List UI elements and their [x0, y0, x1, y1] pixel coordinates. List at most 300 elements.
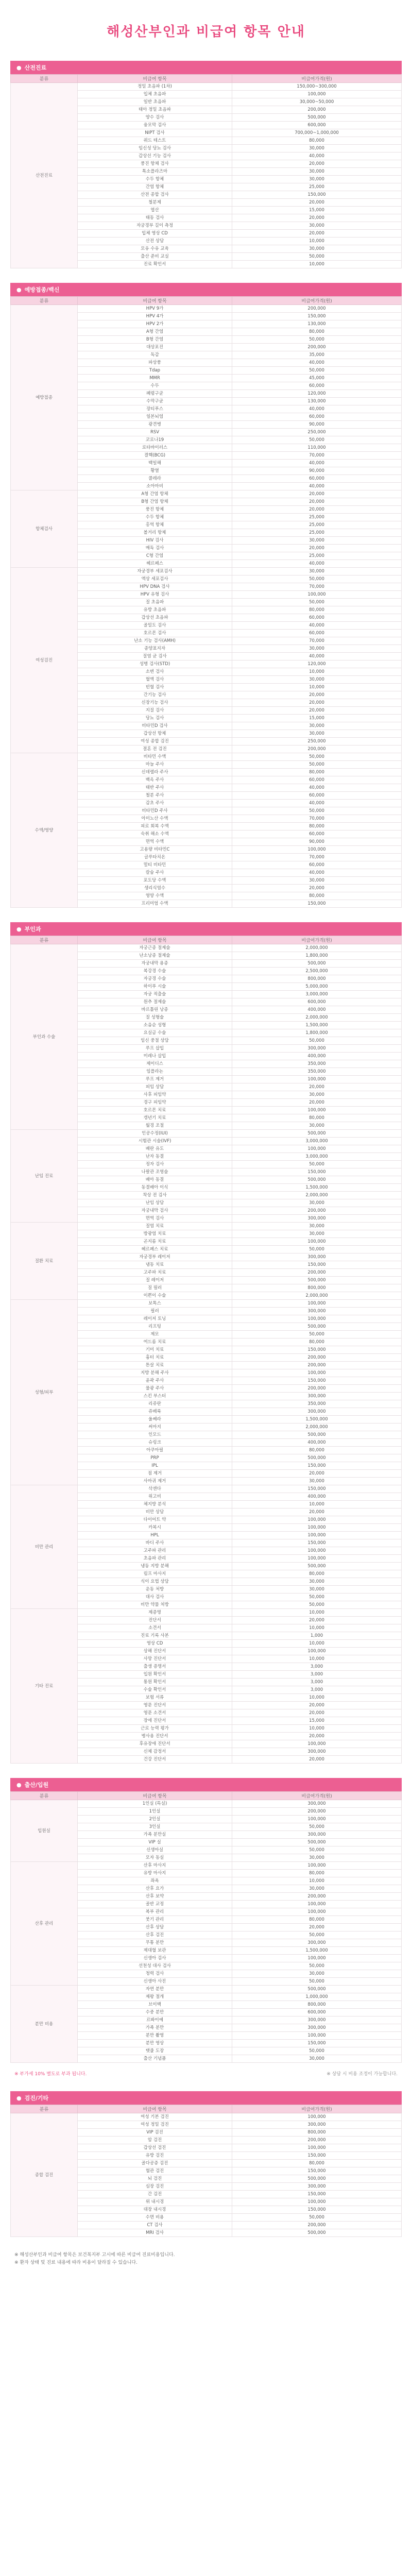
item-name-cell: 톡소플라즈마 — [78, 168, 232, 176]
item-name-cell: 프리미엄 수액 — [78, 900, 232, 908]
item-name-cell: 난자 동결 — [78, 1153, 232, 1161]
item-price-cell: 3,000,000 — [232, 1138, 402, 1145]
item-price-cell: 30,000 — [232, 1854, 402, 1862]
item-name-cell: 1인실 (특실) — [78, 1800, 232, 1808]
item-price-cell: 100,000 — [232, 1076, 402, 1083]
item-price-cell: 50,000 — [232, 1978, 402, 1986]
item-name-cell: 질 성형술 — [78, 1014, 232, 1022]
item-name-cell: 모유 수유 교육 — [78, 245, 232, 253]
price-section — [10, 922, 402, 1764]
table-row — [11, 753, 402, 761]
item-name-cell: 출산 기념품 — [78, 2055, 232, 2063]
item-price-cell: 300,000 — [232, 1939, 402, 1947]
item-price-cell: 60,000 — [232, 630, 402, 637]
item-price-cell: 100,000 — [232, 2113, 402, 2121]
bullet-icon: ● — [16, 286, 22, 293]
item-price-cell: 30,000 — [232, 1091, 402, 1099]
item-name-cell: 가족 분만실 — [78, 1831, 232, 1839]
item-price-cell: 300,000 — [232, 2016, 402, 2024]
item-name-cell: 포도당 수액 — [78, 877, 232, 885]
item-name-cell: 출산 준비 교실 — [78, 253, 232, 261]
item-price-cell: 45,000 — [232, 375, 402, 382]
item-name-cell: 루프 삽입 — [78, 1045, 232, 1053]
item-name-cell: 자궁경부 길이 측정 — [78, 222, 232, 230]
item-price-cell: 200,000 — [232, 1385, 402, 1393]
item-name-cell: 임신성 당뇨 검사 — [78, 145, 232, 152]
item-name-cell: 보톡스 — [78, 1300, 232, 1308]
item-name-cell: 태동 검사 — [78, 214, 232, 222]
item-price-cell: 30,000 — [232, 176, 402, 183]
item-name-cell: 입체 초음파 — [78, 91, 232, 98]
item-price-cell: 300,000 — [232, 2121, 402, 2129]
item-name-cell: 칼슘 주사 — [78, 869, 232, 877]
item-name-cell: 당뇨 검사 — [78, 715, 232, 722]
item-price-cell: 3,000 — [232, 1679, 402, 1686]
item-name-cell: 자궁근종 절제술 — [78, 944, 232, 952]
item-price-cell: 10,000 — [232, 238, 402, 245]
item-name-cell: 철분제 — [78, 199, 232, 207]
item-name-cell: HIV 검사 — [78, 537, 232, 545]
item-price-cell: 800,000 — [232, 975, 402, 983]
category-cell: 질환 치료 — [11, 1223, 78, 1300]
item-name-cell: 풍진 항체 — [78, 506, 232, 514]
item-price-cell: 30,000 — [232, 568, 402, 575]
item-price-cell: 50,000 — [232, 2047, 402, 2055]
item-price-cell: 10,000 — [232, 1877, 402, 1885]
item-name-cell: 삭센다 — [78, 1485, 232, 1493]
item-price-cell: 80,000 — [232, 892, 402, 900]
item-name-cell: MRI 검사 — [78, 2229, 232, 2237]
item-name-cell: 소변 검사 — [78, 668, 232, 676]
column-header: 분류 — [11, 936, 78, 944]
item-price-cell: 50,000 — [232, 367, 402, 375]
item-price-cell: 1,500,000 — [232, 1416, 402, 1423]
table-row — [11, 490, 402, 498]
section-title-bar — [10, 283, 402, 296]
category-cell: 기타 진료 — [11, 1609, 78, 1764]
item-price-cell: 70,000 — [232, 637, 402, 645]
item-name-cell: 울쎄라 — [78, 1416, 232, 1423]
item-name-cell: 위 내시경 — [78, 2198, 232, 2206]
item-price-cell: 20,000 — [232, 230, 402, 238]
item-price-cell: 200,000 — [232, 1893, 402, 1901]
item-price-cell: 20,000 — [232, 506, 402, 514]
item-price-cell: 30,000 — [232, 2055, 402, 2063]
item-price-cell: 300,000 — [232, 1748, 402, 1756]
item-name-cell: 자궁경부 세포검사 — [78, 568, 232, 575]
item-price-cell: 50,000 — [232, 1594, 402, 1601]
item-price-cell: 25,000 — [232, 514, 402, 521]
item-price-cell: 90,000 — [232, 467, 402, 475]
item-name-cell: 고용량 비타민C — [78, 846, 232, 854]
section-title: 예방접종/백신 — [24, 286, 60, 293]
item-name-cell: 제이디스 — [78, 1060, 232, 1068]
table-row — [11, 2113, 402, 2121]
item-price-cell: 30,000 — [232, 1230, 402, 1238]
item-price-cell: 1,500,000 — [232, 1184, 402, 1192]
item-name-cell: 슈링크 — [78, 1439, 232, 1447]
item-price-cell: 80,000 — [232, 823, 402, 831]
item-name-cell: 혈액 검사 — [78, 676, 232, 684]
item-price-cell: 1,000 — [232, 1632, 402, 1640]
item-price-cell: 500,000 — [232, 1454, 402, 1462]
item-name-cell: 영양 수액 — [78, 892, 232, 900]
item-name-cell: 윤곽 주사 — [78, 1377, 232, 1385]
item-price-cell: 60,000 — [232, 614, 402, 622]
item-price-cell: 100,000 — [232, 1555, 402, 1563]
item-name-cell: 갱년기 치료 — [78, 1114, 232, 1122]
column-header: 비급여가격(원) — [232, 297, 402, 305]
vat-note-row — [10, 2063, 402, 2077]
item-name-cell: 질염 균 검사 — [78, 653, 232, 660]
item-price-cell: 200,000 — [232, 1207, 402, 1215]
item-name-cell: 간기능 검사 — [78, 691, 232, 699]
item-name-cell: 갑상선 기능 검사 — [78, 152, 232, 160]
item-price-cell: 150,000 — [232, 1462, 402, 1470]
item-name-cell: 혈관 검진 — [78, 2167, 232, 2175]
item-price-cell: 500,000 — [232, 1277, 402, 1284]
sections-container — [0, 61, 412, 2237]
item-price-cell: 300,000 — [232, 1831, 402, 1839]
item-price-cell: 70,000 — [232, 815, 402, 823]
item-name-cell: 쥬베룩 — [78, 1408, 232, 1416]
item-name-cell: HPV 2가 — [78, 320, 232, 328]
item-name-cell: 청력 검사 — [78, 1970, 232, 1978]
item-name-cell: 미레나 삽입 — [78, 1053, 232, 1060]
item-name-cell: 나팔관 조영술 — [78, 1168, 232, 1176]
item-name-cell: 진단서 — [78, 1617, 232, 1624]
item-price-cell: 40,000 — [232, 152, 402, 160]
item-price-cell: 500,000 — [232, 1431, 402, 1439]
item-name-cell: 면역 검사 — [78, 1215, 232, 1223]
item-name-cell: 르봐이예 — [78, 2016, 232, 2024]
item-price-cell: 500,000 — [232, 1839, 402, 1846]
item-name-cell: 기미 치료 — [78, 1346, 232, 1354]
item-price-cell: 200,000 — [232, 1808, 402, 1816]
section-title-bar — [10, 1778, 402, 1791]
item-price-cell: 400,000 — [232, 1439, 402, 1447]
item-name-cell: HPV 4가 — [78, 313, 232, 320]
item-name-cell: 보험 서류 — [78, 1694, 232, 1702]
item-name-cell: 태반 주사 — [78, 784, 232, 792]
item-name-cell: 질 레이저 — [78, 1277, 232, 1284]
item-price-cell: 500,000 — [232, 2175, 402, 2183]
item-price-cell: 500,000 — [232, 1986, 402, 1993]
item-price-cell: 3,000,000 — [232, 991, 402, 998]
item-price-cell: 150,000 — [232, 1168, 402, 1176]
item-price-cell: 10,000 — [232, 1640, 402, 1648]
item-price-cell: 300,000 — [232, 2024, 402, 2032]
item-name-cell: 경구 피임약 — [78, 1099, 232, 1107]
table-row — [11, 1986, 402, 1993]
item-price-cell: 20,000 — [232, 1756, 402, 1764]
bullet-icon: ● — [16, 925, 22, 933]
item-price-cell: 100,000 — [232, 1532, 402, 1539]
item-price-cell: 350,000 — [232, 1068, 402, 1076]
item-name-cell: 카복시 — [78, 1524, 232, 1532]
item-name-cell: 융모막 검사 — [78, 122, 232, 129]
item-price-cell: 20,000 — [232, 214, 402, 222]
column-header: 비급여 항목 — [78, 936, 232, 944]
item-name-cell: HPV 유형 검사 — [78, 591, 232, 599]
item-price-cell: 80,000 — [232, 2160, 402, 2167]
item-price-cell: 2,500,000 — [232, 968, 402, 975]
item-price-cell: 100,000 — [232, 1300, 402, 1308]
item-price-cell: 150,000~300,000 — [232, 83, 402, 91]
item-price-cell: 30,000 — [232, 877, 402, 885]
section-title: 검진/기타 — [24, 2095, 49, 2102]
table-row — [11, 1130, 402, 1138]
item-name-cell: 생리식염수 — [78, 885, 232, 892]
item-price-cell: 300,000 — [232, 1215, 402, 1223]
item-price-cell: 80,000 — [232, 1570, 402, 1578]
consult-note: ※ 상담 시 비용 조정이 가능합니다. — [327, 2072, 398, 2077]
item-price-cell: 50,000 — [232, 1246, 402, 1253]
item-name-cell: 붓기 관리 — [78, 1916, 232, 1924]
item-name-cell: 황열 — [78, 467, 232, 475]
item-price-cell: 10,000 — [232, 1655, 402, 1663]
category-cell: 비만 관리 — [11, 1485, 78, 1609]
item-price-cell: 350,000 — [232, 1060, 402, 1068]
table-row — [11, 568, 402, 575]
item-name-cell: 쿼드 테스트 — [78, 137, 232, 145]
item-price-cell: 90,000 — [232, 838, 402, 846]
item-price-cell: 50,000 — [232, 2214, 402, 2222]
item-name-cell: 자궁내막 검사 — [78, 1207, 232, 1215]
item-name-cell: IPL — [78, 1462, 232, 1470]
item-name-cell: 배아 동결 — [78, 1176, 232, 1184]
item-name-cell: 비타민 수액 — [78, 753, 232, 761]
item-name-cell: 장애 진단서 — [78, 1717, 232, 1725]
footnotes — [0, 2251, 412, 2267]
item-price-cell: 60,000 — [232, 792, 402, 800]
item-price-cell: 130,000 — [232, 320, 402, 328]
price-table — [10, 936, 402, 1764]
item-name-cell: 산후 상담 — [78, 1924, 232, 1931]
category-cell: 입원실 — [11, 1800, 78, 1862]
item-price-cell: 30,000 — [232, 1478, 402, 1485]
column-header: 비급여 항목 — [78, 1792, 232, 1800]
item-price-cell: 20,000 — [232, 1617, 402, 1624]
item-name-cell: 감초 주사 — [78, 800, 232, 807]
item-price-cell: 500,000 — [232, 114, 402, 122]
item-price-cell: 100,000 — [232, 1816, 402, 1823]
item-price-cell: 20,000 — [232, 1924, 402, 1931]
column-header: 분류 — [11, 1792, 78, 1800]
item-name-cell: 대상포진 — [78, 344, 232, 351]
item-price-cell: 30,000 — [232, 168, 402, 176]
item-name-cell: 갑상선 초음파 — [78, 614, 232, 622]
item-price-cell: 100,000 — [232, 1908, 402, 1916]
item-price-cell: 60,000 — [232, 861, 402, 869]
item-price-cell: 20,000 — [232, 1099, 402, 1107]
item-price-cell: 80,000 — [232, 1870, 402, 1877]
item-name-cell: 인모드 — [78, 1431, 232, 1439]
price-table — [10, 74, 402, 268]
item-name-cell: 호르몬 치료 — [78, 1107, 232, 1114]
item-name-cell: 글루타치온 — [78, 854, 232, 861]
item-price-cell: 150,000 — [232, 313, 402, 320]
item-price-cell: 10,000 — [232, 1501, 402, 1509]
item-name-cell: 수술 확인서 — [78, 1686, 232, 1694]
item-price-cell: 200,000 — [232, 1354, 402, 1362]
category-cell: 분만 비용 — [11, 1986, 78, 2063]
item-name-cell: 2인실 — [78, 1816, 232, 1823]
item-name-cell: 매독 검사 — [78, 545, 232, 552]
item-name-cell: 분만 영상 — [78, 2040, 232, 2047]
item-name-cell: 영상 CD — [78, 1640, 232, 1648]
item-price-cell: 400,000 — [232, 1053, 402, 1060]
item-name-cell: 볼거리 항체 — [78, 529, 232, 537]
table-header-row — [11, 75, 402, 83]
item-price-cell: 800,000 — [232, 2001, 402, 2009]
item-price-cell: 200,000 — [232, 745, 402, 753]
item-name-cell: 입원 확인서 — [78, 1671, 232, 1679]
item-name-cell: 인공수정(IUI) — [78, 1130, 232, 1138]
item-price-cell: 150,000 — [232, 2206, 402, 2214]
item-name-cell: 복강경 수술 — [78, 968, 232, 975]
item-name-cell: 곤지름 치료 — [78, 1238, 232, 1246]
item-name-cell: 고주파 치료 — [78, 1269, 232, 1277]
item-price-cell: 25,000 — [232, 521, 402, 529]
item-price-cell: 150,000 — [232, 2152, 402, 2160]
item-price-cell: 3,000 — [232, 1663, 402, 1671]
item-name-cell: 결혼 전 검진 — [78, 745, 232, 753]
item-price-cell: 50,000 — [232, 753, 402, 761]
category-cell: 종합 검진 — [11, 2113, 78, 2237]
item-name-cell: 사마귀 제거 — [78, 1478, 232, 1485]
item-price-cell: 30,000 — [232, 1885, 402, 1893]
item-price-cell: 350,000 — [232, 1400, 402, 1408]
table-header-row — [11, 2105, 402, 2113]
item-name-cell: 일본뇌염 — [78, 413, 232, 421]
section-title: 부인과 — [24, 926, 41, 933]
table-row — [11, 83, 402, 91]
item-price-cell: 2,000,000 — [232, 1192, 402, 1199]
item-price-cell: 20,000 — [232, 1470, 402, 1478]
price-table — [10, 1791, 402, 2063]
item-price-cell: 500,000 — [232, 1176, 402, 1184]
item-name-cell: 후유장애 진단서 — [78, 1740, 232, 1748]
item-price-cell: 100,000 — [232, 1369, 402, 1377]
item-name-cell: 동결배아 이식 — [78, 1184, 232, 1192]
item-price-cell: 20,000 — [232, 1702, 402, 1709]
item-price-cell: 1,500,000 — [232, 1947, 402, 1955]
item-name-cell: 간염 항체 — [78, 183, 232, 191]
item-price-cell: 30,000 — [232, 676, 402, 684]
item-name-cell: 근로 능력 평가 — [78, 1725, 232, 1733]
item-name-cell: 비만 약물 처방 — [78, 1601, 232, 1609]
item-price-cell: 130,000 — [232, 398, 402, 405]
item-name-cell: 소음순 성형 — [78, 1022, 232, 1029]
item-name-cell: 소견서 — [78, 1624, 232, 1632]
item-name-cell: 산후 요가 — [78, 1885, 232, 1893]
column-header: 비급여가격(원) — [232, 2105, 402, 2113]
item-price-cell: 10,000 — [232, 1624, 402, 1632]
category-cell: 여성검진 — [11, 568, 78, 753]
item-price-cell: 20,000 — [232, 1509, 402, 1516]
item-name-cell: 대장 내시경 — [78, 2206, 232, 2214]
item-name-cell: 물광 주사 — [78, 1385, 232, 1393]
item-name-cell: 장티푸스 — [78, 405, 232, 413]
item-name-cell: 멀티 비타민 — [78, 861, 232, 869]
item-price-cell: 150,000 — [232, 1539, 402, 1547]
footnote-line: ※ 해성산부인과 비급여 항목은 보건복지부 고시에 따른 비급여 진료비용입니다. — [14, 2252, 175, 2258]
item-price-cell: 20,000 — [232, 545, 402, 552]
item-name-cell: MMR — [78, 375, 232, 382]
item-name-cell: 출생 증명서 — [78, 1663, 232, 1671]
item-name-cell: 질 초음파 — [78, 599, 232, 606]
price-table — [10, 2105, 402, 2237]
item-name-cell: 산전 종합 검사 — [78, 191, 232, 199]
item-price-cell: 40,000 — [232, 784, 402, 792]
item-price-cell: 30,000 — [232, 245, 402, 253]
item-name-cell: 레이저 토닝 — [78, 1315, 232, 1323]
item-price-cell: 35,000 — [232, 351, 402, 359]
item-price-cell: 20,000 — [232, 160, 402, 168]
item-price-cell: 100,000 — [232, 1955, 402, 1962]
item-price-cell: 20,000 — [232, 1733, 402, 1740]
item-name-cell: 사망 진단서 — [78, 1655, 232, 1663]
item-name-cell: 태아 정밀 초음파 — [78, 106, 232, 114]
item-price-cell: 40,000 — [232, 460, 402, 467]
item-name-cell: 자궁 적출술 — [78, 991, 232, 998]
item-price-cell: 50,000 — [232, 1846, 402, 1854]
item-price-cell: 20,000 — [232, 1709, 402, 1717]
item-name-cell: 난임 상담 — [78, 1199, 232, 1207]
item-name-cell: 골밀도 검사 — [78, 622, 232, 630]
item-name-cell: 스킨 부스터 — [78, 1393, 232, 1400]
item-price-cell: 100,000 — [232, 1107, 402, 1114]
item-price-cell: 200,000 — [232, 1362, 402, 1369]
item-name-cell: 암 검진 — [78, 2137, 232, 2144]
item-name-cell: 골반 교정 — [78, 1901, 232, 1908]
table-row — [11, 1800, 402, 1808]
item-price-cell: 1,000,000 — [232, 1993, 402, 2001]
item-name-cell: 유방 마사지 — [78, 1870, 232, 1877]
item-name-cell: 리쥬란 — [78, 1400, 232, 1408]
item-name-cell: 써마지 — [78, 1423, 232, 1431]
item-price-cell: 200,000 — [232, 106, 402, 114]
item-price-cell: 30,000~50,000 — [232, 98, 402, 106]
item-price-cell: 50,000 — [232, 336, 402, 344]
item-price-cell: 10,000 — [232, 1694, 402, 1702]
item-name-cell: 자궁경부 레이저 — [78, 1253, 232, 1261]
item-price-cell: 40,000 — [232, 359, 402, 367]
item-price-cell: 80,000 — [232, 1916, 402, 1924]
item-price-cell: 100,000 — [232, 1901, 402, 1908]
item-name-cell: 흉터 치료 — [78, 1354, 232, 1362]
item-price-cell: 10,000 — [232, 261, 402, 268]
price-section — [10, 283, 402, 908]
item-price-cell: 150,000 — [232, 1261, 402, 1269]
item-price-cell: 500,000 — [232, 960, 402, 968]
column-header: 비급여가격(원) — [232, 936, 402, 944]
item-name-cell: 방광염 치료 — [78, 1230, 232, 1238]
column-header: 비급여가격(원) — [232, 1792, 402, 1800]
item-name-cell: 자궁내막 용종 — [78, 960, 232, 968]
item-price-cell: 30,000 — [232, 645, 402, 653]
item-name-cell: 피로 회복 수액 — [78, 823, 232, 831]
item-price-cell: 200,000 — [232, 305, 402, 313]
item-name-cell: 제대혈 보관 — [78, 1947, 232, 1955]
item-price-cell: 150,000 — [232, 900, 402, 908]
item-price-cell: 25,000 — [232, 183, 402, 191]
item-price-cell: 300,000 — [232, 2183, 402, 2191]
item-name-cell: B형 간염 — [78, 336, 232, 344]
price-section — [10, 61, 402, 268]
item-price-cell: 90,000 — [232, 421, 402, 429]
